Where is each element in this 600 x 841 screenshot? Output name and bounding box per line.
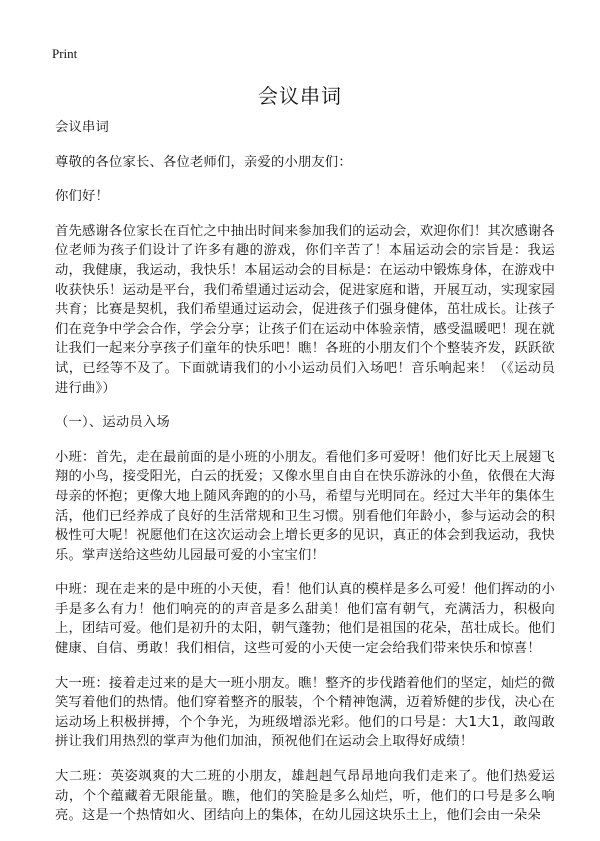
middle-class-paragraph: 中班：现在走来的是中班的小天使，看！他们认真的模样是多么可爱！他们挥动的小手是多么有力！他们响亮的的声音是多么甜美！他们富有朝气，充满活力，积极向上，团结可爱。他们是初升的太阳，朝气蓬勃；他们是祖国的花朵，茁壮成长。他们健康、自信、勇敢！我们相信，这些可爱的小天使一定会给我们带来快乐和惊喜！	[55, 582, 555, 657]
print-link[interactable]: Print	[52, 46, 78, 61]
small-class-paragraph: 小班：首先，走在最前面的是小班的小朋友。看他们多可爱呀！他们好比天上展翅飞翔的小鸟，接受阳光，白云的抚爱；又像水里自由自在快乐游泳的小鱼，依偎在大海母亲的怀抱；更像大地上随风奔跑的的小马，希望与光明同在。经过大半年的集体生活，他们已经养成了良好的生活常规和卫生习惯。别看他们年龄小，参与运动会的积极性可大呢！祝愿他们在这次运动会上增长更多的见识，真正的体会到我运动，我快乐。掌声送给这些幼儿园最可爱的小宝宝们！	[55, 449, 555, 563]
page-title: 会议串词	[258, 84, 342, 108]
subtitle-paragraph: 会议串词	[55, 120, 109, 135]
article-body	[55, 118, 555, 841]
section-heading: （一）、运动员入场	[55, 415, 170, 431]
intro-paragraph: 首先感谢各位家长在百忙之中抽出时间来参加我们的运动会，欢迎你们！其次感谢各位老师为孩子们设计了许多有趣的游戏，你们辛苦了！本届运动会的宗旨是：我运动，我健康，我运动，我快乐！本届运动会的目标是：在运动中锻炼身体，在游戏中收获快乐！运动是平台，我们希望通过运动会，促进家庭和谐，开展互动，实现家园共育；比赛是契机，我们希望通过运动会，促进孩子们强身健体，茁壮成长。让孩子们在竞争中学会合作，学会分享；让孩子们在运动中体验亲情，感受温暖吧！现在就让我们一起来分享孩子们童年的快乐吧！瞧！各班的小朋友们个个整装齐发，跃跃欲试，已经等不及了。下面就请我们的小小运动员们入场吧！音乐响起来！（《运动员进行曲》）	[55, 223, 555, 396]
big-class-two-paragraph: 大二班：英姿飒爽的大二班的小朋友，雄赳赳气昂昂地向我们走来了。他们热爱运动，个个蕴藏着无限能量。瞧，他们的笑脸是多么灿烂，听，他们的口号是多么响亮。这是一个热情如火、团结向上的集体，在幼儿园这块乐土上，他们会由一朵朵	[55, 769, 555, 824]
greeting-paragraph: 尊敬的各位家长、各位老师们，亲爱的小朋友们：	[55, 154, 352, 170]
hello-paragraph: 你们好！	[55, 189, 109, 205]
big-class-one-paragraph: 大一班：接着走过来的是大一班小朋友。瞧！整齐的步伐踏着他们的坚定，灿烂的微笑写着他们的热情。他们穿着整齐的服装，个个精神饱满，迈着矫健的步伐，决心在运动场上积极拼搏，个个争光，为班级增添光彩。他们的口号是：大1大1，敢闯敢拼让我们用热烈的掌声为他们加油，预祝他们在运动会上取得好成绩！	[55, 675, 555, 750]
